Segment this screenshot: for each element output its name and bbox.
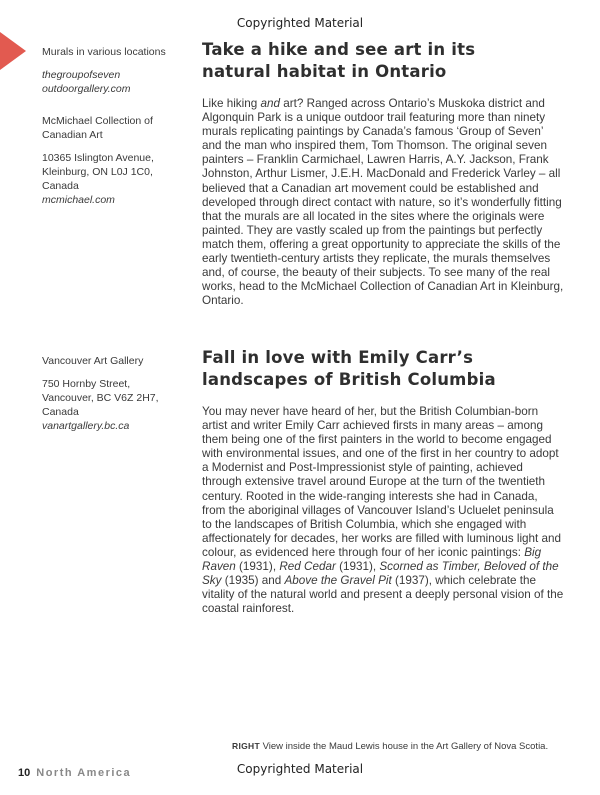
article-ontario-murals bbox=[202, 39, 564, 308]
caption-text: View inside the Maud Lewis house in the Art Gallery of Nova Scotia. bbox=[259, 741, 549, 752]
sidebar-info-vancouver bbox=[42, 354, 187, 433]
section-name: North America bbox=[36, 767, 132, 779]
sidebar-venue-address: 750 Hornby Street, Vancouver, BC V6Z 2H7, Canada bbox=[42, 378, 159, 418]
red-chapter-tab bbox=[0, 32, 26, 70]
article-heading: Fall in love with Emily Carr’s landscapes of British Columbia bbox=[202, 348, 496, 389]
sidebar-venue-name: McMichael Collection of Canadian Art bbox=[42, 115, 153, 141]
sidebar-website-link[interactable]: thegroupofseven outdoorgallery.com bbox=[42, 69, 131, 95]
sidebar-venue-name: Vancouver Art Gallery bbox=[42, 355, 144, 367]
sidebar-venue-website[interactable]: vanartgallery.bc.ca bbox=[42, 420, 130, 432]
article-heading: Take a hike and see art in its natural habitat in Ontario bbox=[202, 40, 476, 81]
sidebar-location-title: Murals in various locations bbox=[42, 46, 166, 58]
sidebar-info-ontario bbox=[42, 45, 187, 207]
sidebar-venue-website[interactable]: mcmichael.com bbox=[42, 194, 115, 206]
copyright-watermark-bottom: Copyrighted Material bbox=[236, 762, 364, 776]
article-body: Like hiking and art? Ranged across Ontario’s Muskoka district and Algonquin Park is a unique outdoor trail featuring more than ninety murals replicating paintings by Canada’s famous ‘Group of Seven’ and the man who inspired them, Tom Thomson. The original seven painters – Franklin Carmichael, Lawren Harris, A.Y. Jackson, Frank Johnston, Arthur Lismer, J.E.H. MacDonald and Frederick Varley – all believed that a Canadian art movement could be established and developed through direct contact with nature, so it’s wonderfully fitting that the murals are all located in the sites where the originals were painted. They are vastly scaled up from the paintings but perfectly match them, offering a great opportunity to appreciate the skills of the early twentieth-century artists they replicate, the murals themselves and, of course, the beauty of their subjects. To see many of the real works, head to the McMichael Collection of Canadian Art in Kleinburg, Ontario. bbox=[202, 97, 564, 308]
sidebar-venue-address: 10365 Islington Avenue, Kleinburg, ON L0J 1C0, Canada bbox=[42, 152, 154, 192]
photo-caption bbox=[232, 741, 548, 752]
page-number: 10 bbox=[18, 767, 31, 779]
copyright-watermark-top: Copyrighted Material bbox=[236, 16, 364, 30]
article-body: You may never have heard of her, but the British Columbian-born artist and writer Emily Carr achieved firsts in many areas – among them being one of the first painters in the world to become engaged with environmental issues, and one of the first in her country to adopt a Modernist and Post-Impressionist style of painting, achieved through extensive travel around Europe at the turn of the twentieth century. Rooted in the wide-ranging interests she had in Canada, from the aboriginal villages of Vancouver Island’s Ucluelet peninsula to the landscapes of British Columbia, which she engaged with affectionately for decades, her works are filled with luminous light and colour, as evidenced here through four of her iconic paintings: Big Raven (1931), Red Cedar (1931), Scorned as Timber, Beloved of the Sky (1935) and Above the Gravel Pit (1937), which celebrate the vitality of the natural world and present a deeply personal vision of the coastal rainforest. bbox=[202, 405, 564, 616]
caption-label: RIGHT bbox=[232, 741, 260, 751]
article-emily-carr bbox=[202, 347, 564, 616]
